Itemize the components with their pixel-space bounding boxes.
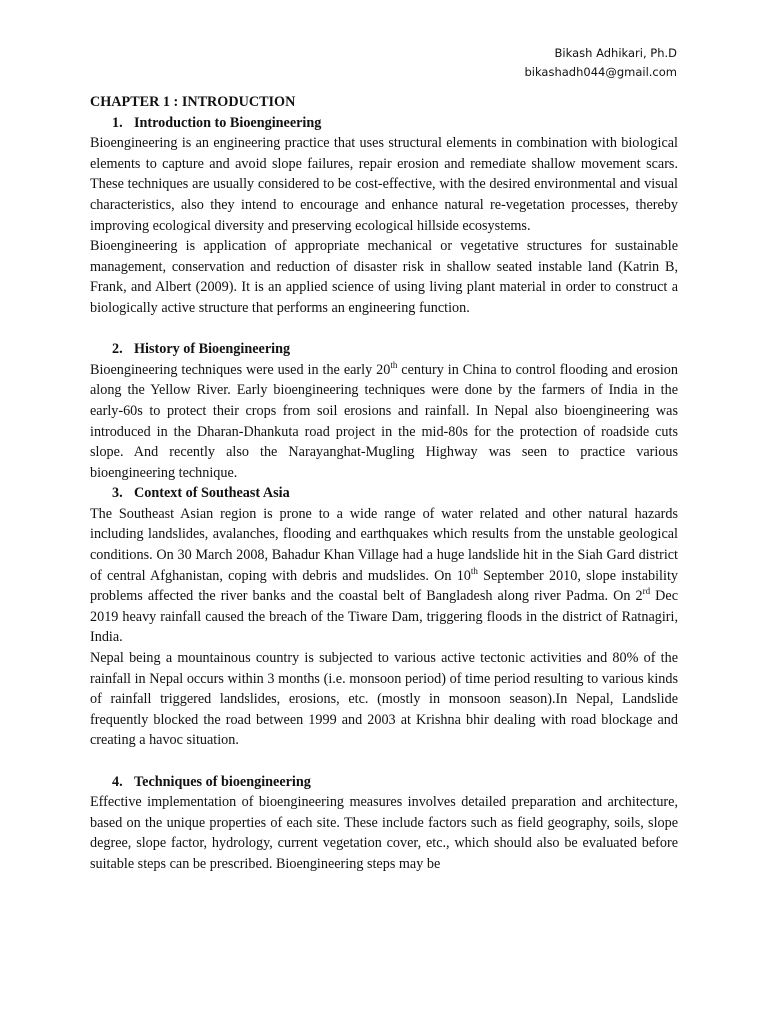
text-run: September 2010, slope instability problems affected the river banks and the coastal belt of Bangladesh along river Padma. On 2: [90, 567, 678, 605]
superscript: th: [470, 565, 478, 576]
author-block: [524, 44, 677, 82]
superscript: rd: [642, 586, 651, 597]
section-heading-history: [90, 339, 678, 360]
section-title: History of Bioengineering: [134, 341, 291, 358]
section-heading-techniques: [90, 772, 678, 793]
section-title: Context of Southeast Asia: [134, 485, 290, 502]
text-run: Dec 2019 heavy rainfall caused the breach of the Tiware Dam, triggering floods in the district of Ratnagiri, India.: [90, 588, 679, 646]
paragraph-gap: [90, 751, 678, 772]
paragraph: Effective implementation of bioengineering measures involves detailed preparation and architecture, based on the unique properties of each site. These include factors such as field geography, soils, slope degree, slope factor, hydrology, current vegetation cover, etc., which should also be evaluated before suitable steps can be prescribed. Bioengineering steps may be: [90, 794, 678, 872]
section-heading-introduction: [90, 113, 678, 134]
paragraph: Nepal being a mountainous country is subjected to various active tectonic activities and 80% of the rainfall in Nepal occurs within 3 months (i.e. monsoon period) of time period resulting to various kinds of rainfall triggered landslides, erosions, etc. (mostly in monsoon season).In Nepal, Landslide frequently blocked the road between 1999 and 2003 at Krishna bhir dealing with road blockage and creating a havoc situation.: [90, 650, 678, 749]
chapter-title: CHAPTER 1 : INTRODUCTION: [90, 94, 296, 110]
section-title: Techniques of bioengineering: [134, 773, 311, 790]
author-email: bikashadh044@gmail.com: [524, 65, 677, 79]
paragraph: [90, 360, 678, 484]
section-heading-southeast-asia: [90, 483, 678, 504]
text-run: century in China to control flooding and erosion along the Yellow River. Early bioengineering techniques were done by the farmers of India in the early-60s to protect their crops from soil erosions and rainfall. In Nepal also bioengineering was introduced in the Dharan-Dhankuta road project in the mid-80s for the protection of roadside cuts slope. And recently also the Narayanghat-Mugling Highway was seen to practice various bioengineering technique.: [90, 361, 678, 481]
author-name: Bikash Adhikari, Ph.D: [554, 46, 677, 60]
paragraph: [90, 504, 678, 648]
text-run: Bioengineering techniques were used in the early 20: [90, 361, 391, 378]
section-number: 1.: [112, 114, 123, 131]
section-number: 4.: [112, 773, 123, 790]
section-number: 2.: [112, 341, 123, 358]
paragraph-gap: [90, 319, 678, 340]
section-number: 3.: [112, 485, 123, 502]
text-run: The Southeast Asian region is prone to a wide range of water related and other natural hazards including landslides, avalanches, flooding and earthquakes which results from the unstable geological conditions. On 30 March 2008, Bahadur Khan Village had a huge landslide hit in the Siah Gard district of central Afghanistan, coping with debris and mudslides. On 10: [90, 505, 678, 584]
paragraph: Bioengineering is an engineering practice that uses structural elements in combination with biological elements to capture and avoid slope failures, repair erosion and remediate shallow movement scars. These techniques are usually considered to be cost-effective, with the desired environmental and visual characteristics, also they intend to encourage and enhance natural re-vegetation processes, thereby improving ecological diversity and preserving ecological hillside ecosystems.: [90, 135, 678, 234]
superscript: th: [390, 359, 398, 370]
section-title: Introduction to Bioengineering: [134, 114, 322, 131]
paragraph: Bioengineering is application of appropriate mechanical or vegetative structures for sustainable management, conservation and reduction of disaster risk in shallow seated instable land (Katrin B, Frank, and Albert (2009). It is an applied science of using living plant material in order to construct a biologically active structure that performs an engineering function.: [90, 238, 678, 316]
document-body: [90, 92, 678, 875]
